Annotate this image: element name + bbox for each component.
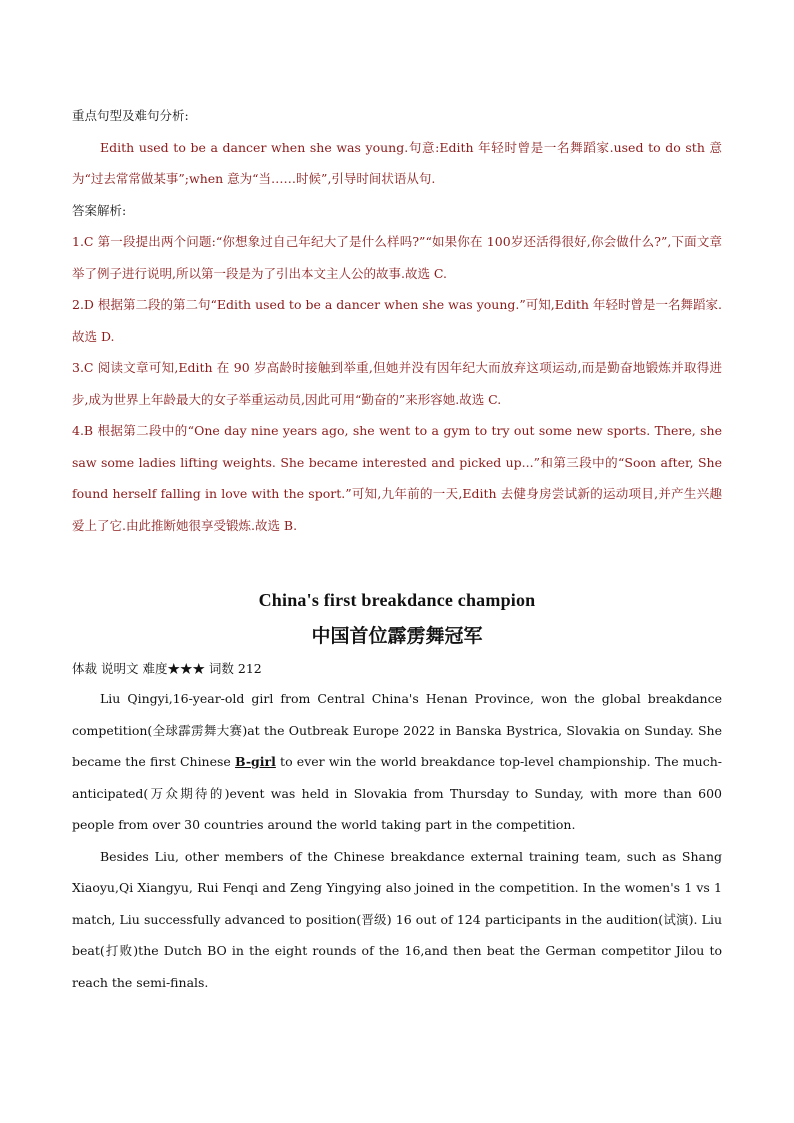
paragraph-1-text-end: to ever win the world breakdance top-level championship. The much-anticipated(万众期待的)event was held in Slovakia from Thursday to Sunday, with more than 600 people from over 30 countries around the world taking part in the competition. xyxy=(72,754,722,832)
answer-item-4: 4.B 根据第二段中的“One day nine years ago, she went to a gym to try out some new sports. There, she saw some ladies lifting weights. She became interested and picked up...”和第三段中的“Soon after, She found herself falling in love with the sport.”可知,九年前的一天,Edith 去健身房尝试新的运动项目,并产生兴趣爱上了它.由此推断她很享受锻炼.故选 B. xyxy=(72,423,722,533)
article-paragraph-1 xyxy=(72,683,722,841)
analysis-text: Edith used to be a dancer when she was young.句意:Edith 年轻时曾是一名舞蹈家.used to do sth 意为“过去常常做某事”;when 意为“当……时候”,引导时间状语从句. xyxy=(72,139,722,186)
analysis-label: 重点句型及难句分析: xyxy=(72,108,189,123)
answer-item-2: 2.D 根据第二段的第二句“Edith used to be a dancer when she was young.”可知,Edith 年轻时曾是一名舞蹈家.故选 D. xyxy=(72,297,722,344)
document-page xyxy=(72,100,722,998)
answer-item-1: 1.C 第一段提出两个问题:“你想象过自己年纪大了是什么样吗?”“如果你在 100岁还活得很好,你会做什么?”,下面文章举了例子进行说明,所以第一段是为了引出本文主人公的故事.故选 C. xyxy=(72,234,722,281)
section-spacer xyxy=(72,541,722,585)
highlighted-term-b-girl: B-girl xyxy=(235,754,276,769)
article-title-chinese: 中国首位霹雳舞冠军 xyxy=(311,625,483,647)
article-title-english: China's first breakdance champion xyxy=(258,590,536,610)
paragraph-1-text-start: Liu Qingyi,16-year-old girl from Central China's Henan Province, won the global breakdance competition(全球霹雳舞大赛)at the Outbreak Europe 2022 in Banska Bystrica, Slovakia on Sunday. She became the first Chinese xyxy=(72,691,722,769)
article-meta: 体裁 说明文 难度★★★ 词数 212 xyxy=(72,661,262,676)
answers-label: 答案解析: xyxy=(72,202,127,218)
answer-item-3: 3.C 阅读文章可知,Edith 在 90 岁高龄时接触到举重,但她并没有因年纪大而放弃这项运动,而是勤奋地锻炼并取得进步,成为世界上年龄最大的女子举重运动员,因此可用“勤奋的”来形容她.故选 C. xyxy=(72,360,722,407)
article-paragraph-2: Besides Liu, other members of the Chinese breakdance external training team, such as Shang Xiaoyu,Qi Xiangyu, Rui Fenqi and Zeng Yingying also joined in the competition. In the women's 1 vs 1 match, Liu successfully advanced to position(晋级) 16 out of 124 participants in the audition(试演). Liu beat(打败)the Dutch BO in the eight rounds of the 16,and then beat the German competitor Jilou to reach the semi-finals. xyxy=(72,848,722,990)
